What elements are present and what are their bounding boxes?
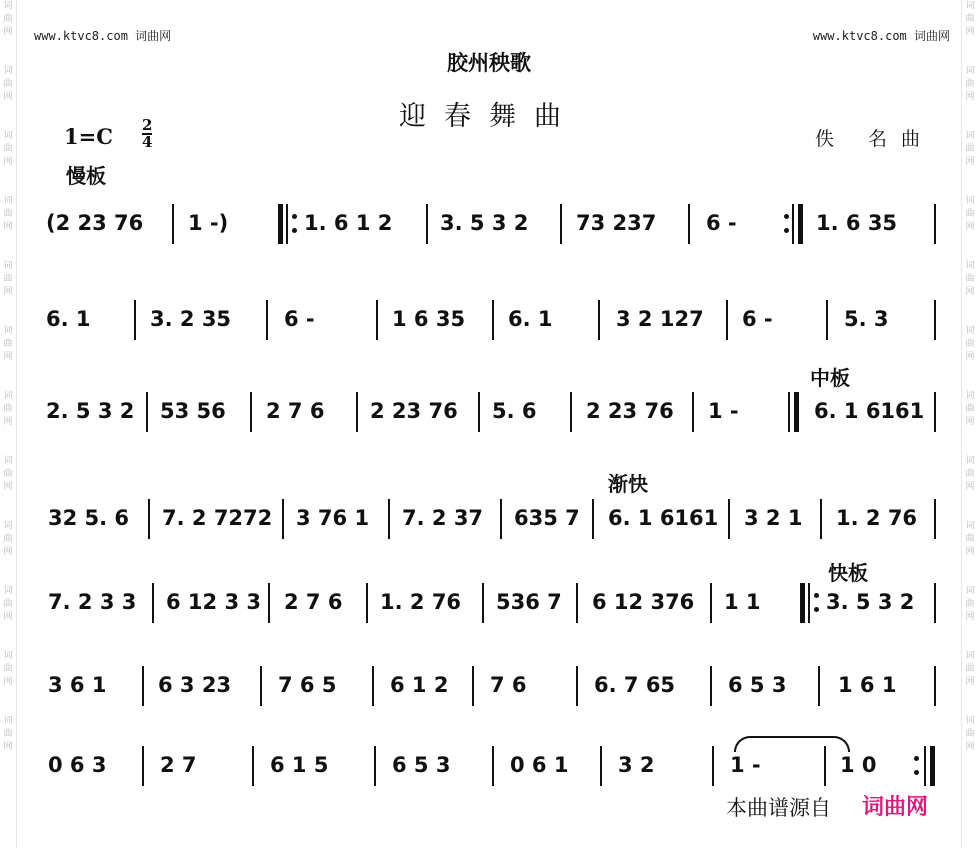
key-signature: 1=C xyxy=(64,124,113,149)
measure-notes: 5. 6 xyxy=(492,399,537,423)
barline xyxy=(728,499,730,539)
measure-notes: 0 6 1 xyxy=(510,753,569,777)
barline xyxy=(478,392,480,432)
measure-notes: 1 0 xyxy=(840,753,877,777)
side-watermark-text: 词曲网 xyxy=(3,1,13,37)
barline xyxy=(934,583,936,623)
barline xyxy=(260,666,262,706)
barline xyxy=(426,204,428,244)
repeat-dots xyxy=(914,756,919,776)
barline xyxy=(492,300,494,340)
score-row-3 xyxy=(40,396,940,440)
score-row-5 xyxy=(40,587,940,631)
measure-notes: 6 5 3 xyxy=(392,753,451,777)
source-label: 本曲谱源自 xyxy=(726,796,831,820)
side-watermark-text: 词曲网 xyxy=(965,131,975,167)
barline xyxy=(600,746,602,786)
barline xyxy=(388,499,390,539)
measure-notes: 1 - xyxy=(730,753,761,777)
side-watermark-text: 词曲网 xyxy=(3,391,13,427)
side-watermark-text: 词曲网 xyxy=(965,391,975,427)
measure-notes: 3 2 xyxy=(618,753,655,777)
measure-notes: 536 7 xyxy=(496,590,562,614)
measure-notes: 2 7 6 xyxy=(284,590,343,614)
measure-notes: 7 6 xyxy=(490,673,527,697)
barline xyxy=(710,583,712,623)
barline xyxy=(372,666,374,706)
repeat-end-barline xyxy=(798,204,803,244)
barline xyxy=(366,583,368,623)
measure-notes: 3 76 1 xyxy=(296,506,370,530)
measure-notes: 1. 6 35 xyxy=(816,211,898,235)
side-watermark-text: 词曲网 xyxy=(965,196,975,232)
barline xyxy=(374,746,376,786)
measure-notes: 2. 5 3 2 xyxy=(46,399,135,423)
song-title: 迎春舞曲 xyxy=(399,101,579,132)
measure-notes: 1 -) xyxy=(188,211,229,235)
barline xyxy=(598,300,600,340)
repeat-dots xyxy=(784,214,789,234)
measure-notes: 2 7 6 xyxy=(266,399,325,423)
double-barline xyxy=(794,392,799,432)
barline xyxy=(376,300,378,340)
barline xyxy=(818,666,820,706)
side-watermark-text: 词曲网 xyxy=(965,456,975,492)
barline xyxy=(692,392,694,432)
measure-notes: 7. 2 3 3 xyxy=(48,590,137,614)
measure-notes: 3. 5 3 2 xyxy=(440,211,529,235)
barline xyxy=(826,300,828,340)
repeat-dots xyxy=(292,214,297,234)
barline xyxy=(712,746,714,786)
measure-notes: 6. 1 xyxy=(46,307,91,331)
measure-notes: (2 23 76 xyxy=(46,211,144,235)
barline xyxy=(472,666,474,706)
measure-notes: 6 12 3 3 xyxy=(166,590,261,614)
measure-notes: 6 1 2 xyxy=(390,673,449,697)
measure-notes: 6. 1 6161 xyxy=(814,399,925,423)
collection-title: 胶州秧歌 xyxy=(447,51,531,75)
barline xyxy=(268,583,270,623)
measure-notes: 1 6 1 xyxy=(838,673,897,697)
barline xyxy=(934,392,936,432)
side-watermark-text: 词曲网 xyxy=(3,651,13,687)
measure-notes: 6 12 376 xyxy=(592,590,695,614)
barline xyxy=(356,392,358,432)
barline xyxy=(688,204,690,244)
barline xyxy=(142,746,144,786)
barline xyxy=(492,746,494,786)
barline xyxy=(146,392,148,432)
watermark-url-left: www.ktvc8.com 词曲网 xyxy=(34,29,172,43)
tempo-mark-accelerando: 渐快 xyxy=(608,472,648,496)
barline xyxy=(934,204,936,244)
composer-credit: 佚 名曲 xyxy=(814,128,934,150)
side-watermark-text: 词曲网 xyxy=(965,651,975,687)
time-signature-denominator: 4 xyxy=(142,133,153,151)
side-watermark-text: 词曲网 xyxy=(3,66,13,102)
side-watermark-text: 词曲网 xyxy=(3,326,13,362)
score-row-4 xyxy=(40,503,940,547)
barline xyxy=(576,583,578,623)
measure-notes: 2 7 xyxy=(160,753,197,777)
measure-notes: 6 3 23 xyxy=(158,673,232,697)
side-watermark-text: 词曲网 xyxy=(965,521,975,557)
measure-notes: 3 2 1 xyxy=(744,506,803,530)
barline xyxy=(824,746,826,786)
barline xyxy=(148,499,150,539)
side-watermark-text: 词曲网 xyxy=(3,261,13,297)
barline xyxy=(820,499,822,539)
barline xyxy=(592,499,594,539)
measure-notes: 2 23 76 xyxy=(586,399,674,423)
final-barline xyxy=(930,746,935,786)
barline xyxy=(710,666,712,706)
side-watermark-text: 词曲网 xyxy=(965,261,975,297)
measure-notes: 3. 5 3 2 xyxy=(826,590,915,614)
source-site-logo: 词曲网 xyxy=(862,795,929,820)
measure-notes: 3 6 1 xyxy=(48,673,107,697)
measure-notes: 1. 2 76 xyxy=(836,506,918,530)
barline xyxy=(286,204,288,244)
barline xyxy=(934,300,936,340)
measure-notes: 1. 2 76 xyxy=(380,590,462,614)
repeat-start-barline xyxy=(278,204,283,244)
measure-notes: 0 6 3 xyxy=(48,753,107,777)
barline xyxy=(792,204,794,244)
barline xyxy=(934,499,936,539)
barline xyxy=(172,204,174,244)
score-row-1 xyxy=(40,208,940,252)
barline xyxy=(934,666,936,706)
measure-notes: 1 1 xyxy=(724,590,761,614)
measure-notes: 6 1 5 xyxy=(270,753,329,777)
barline xyxy=(576,666,578,706)
measure-notes: 6 - xyxy=(284,307,315,331)
side-watermark-text: 词曲网 xyxy=(965,66,975,102)
barline xyxy=(152,583,154,623)
tempo-mark-fast: 快板 xyxy=(828,561,868,585)
tempo-mark-moderate: 中板 xyxy=(810,366,850,390)
repeat-dots xyxy=(814,593,819,613)
tempo-mark-slow: 慢板 xyxy=(66,164,106,188)
side-watermark-text: 词曲网 xyxy=(965,716,975,752)
watermark-url-right: www.ktvc8.com 词曲网 xyxy=(812,29,950,43)
side-watermark-text: 词曲网 xyxy=(965,586,975,622)
barline xyxy=(924,746,926,786)
measure-notes: 3 2 127 xyxy=(616,307,704,331)
barline xyxy=(282,499,284,539)
barline xyxy=(500,499,502,539)
side-watermark-text: 词曲网 xyxy=(965,1,975,37)
side-watermark-text: 词曲网 xyxy=(3,521,13,557)
barline xyxy=(482,583,484,623)
side-watermark-text: 词曲网 xyxy=(3,716,13,752)
measure-notes: 1. 6 1 2 xyxy=(304,211,393,235)
measure-notes: 3. 2 35 xyxy=(150,307,232,331)
barline xyxy=(142,666,144,706)
measure-notes: 32 5. 6 xyxy=(48,506,130,530)
barline xyxy=(788,392,790,432)
barline xyxy=(570,392,572,432)
measure-notes: 1 - xyxy=(708,399,739,423)
measure-notes: 6 5 3 xyxy=(728,673,787,697)
measure-notes: 7. 2 37 xyxy=(402,506,484,530)
score-row-2 xyxy=(40,304,940,348)
measure-notes: 6. 1 xyxy=(508,307,553,331)
side-watermark-text: 词曲网 xyxy=(3,456,13,492)
repeat-start-barline xyxy=(800,583,805,623)
barline xyxy=(560,204,562,244)
side-watermark-text: 词曲网 xyxy=(3,131,13,167)
measure-notes: 6. 7 65 xyxy=(594,673,676,697)
measure-notes: 5. 3 xyxy=(844,307,889,331)
barline xyxy=(250,392,252,432)
measure-notes: 7 6 5 xyxy=(278,673,337,697)
barline xyxy=(252,746,254,786)
measure-notes: 6 - xyxy=(742,307,773,331)
time-signature-numerator: 2 xyxy=(142,116,153,134)
measure-notes: 6. 1 6161 xyxy=(608,506,719,530)
barline xyxy=(134,300,136,340)
time-signature xyxy=(142,116,153,151)
side-watermark-text: 词曲网 xyxy=(3,586,13,622)
measure-notes: 73 237 xyxy=(576,211,657,235)
measure-notes: 6 - xyxy=(706,211,737,235)
barline xyxy=(726,300,728,340)
measure-notes: 635 7 xyxy=(514,506,580,530)
measure-notes: 53 56 xyxy=(160,399,226,423)
side-watermark-text: 词曲网 xyxy=(3,196,13,232)
measure-notes: 1 6 35 xyxy=(392,307,466,331)
barline xyxy=(266,300,268,340)
score-row-7 xyxy=(40,750,940,794)
measure-notes: 2 23 76 xyxy=(370,399,458,423)
barline xyxy=(808,583,810,623)
side-watermark-text: 词曲网 xyxy=(965,326,975,362)
score-row-6 xyxy=(40,670,940,714)
measure-notes: 7. 2 7272 xyxy=(162,506,273,530)
